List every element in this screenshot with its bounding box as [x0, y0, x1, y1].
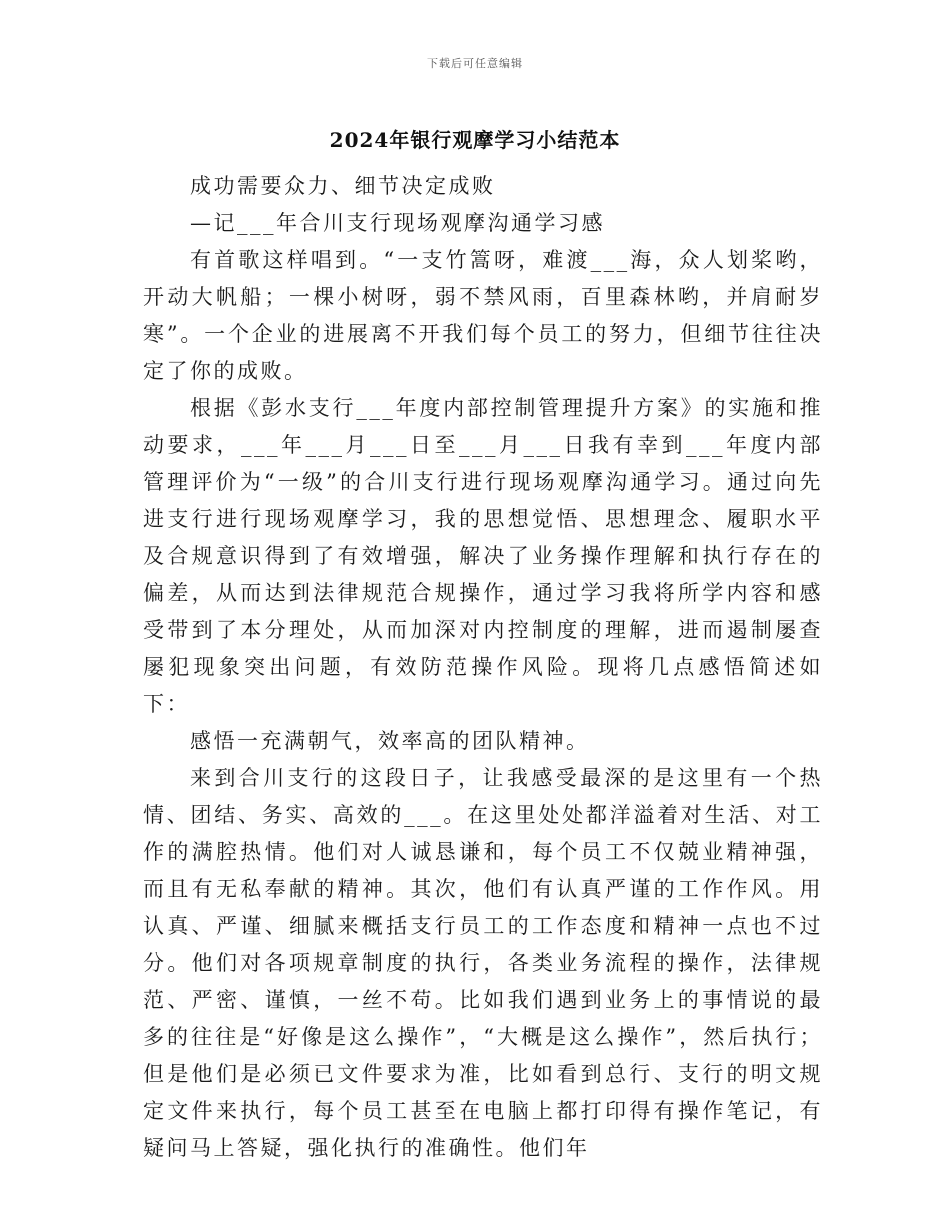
document-body [143, 168, 823, 1167]
header-note: 下载后可任意编辑 [427, 57, 523, 70]
document-title: 2024年银行观摩学习小结范本 [329, 128, 621, 152]
paragraph: 有首歌这样唱到。“一支竹篙呀，难渡___海，众人划桨哟，开动大帆船；一棵小树呀，弱不禁风雨，百里森林哟，并肩耐岁寒”。一个企业的进展离不开我们每个员工的努力，但细节往往决定了你的成败。 [143, 248, 823, 383]
paragraph: —记___年合川支行现场观摩沟通学习感 [190, 211, 605, 235]
paragraph: 感悟一充满朝气，效率高的团队精神。 [190, 729, 590, 753]
paragraph: 成功需要众力、细节决定成败 [190, 174, 496, 198]
paragraph: 根据《彭水支行___年度内部控制管理提升方案》的实施和推动要求，___年___月___日至___月___日我有幸到___年度内部管理评价为“一级”的合川支行进行现场观摩沟通学习。通过向先进支行进行现场观摩学习，我的思想觉悟、思想理念、履职水平及合规意识得到了有效增强，解决了业务操作理解和执行存在的偏差，从而达到法律规范合规操作，通过学习我将所学内容和感受带到了本分理处，从而加深对内控制度的理解，进而遏制屡查屡犯现象突出问题，有效防范操作风险。现将几点感悟简述如下： [143, 396, 823, 716]
paragraph: 来到合川支行的这段日子，让我感受最深的是这里有一个热情、团结、务实、高效的___。在这里处处都洋溢着对生活、对工作的满腔热情。他们对人诚恳谦和，每个员工不仅兢业精神强，而且有无私奉献的精神。其次，他们有认真严谨的工作作风。用认真、严谨、细腻来概括支行员工的工作态度和精神一点也不过分。他们对各项规章制度的执行，各类业务流程的操作，法律规范、严密、谨慎，一丝不苟。比如我们遇到业务上的事情说的最多的往往是“好像是这么操作”，“大概是这么操作”，然后执行；但是他们是必须已文件要求为准，比如看到总行、支行的明文规定文件来执行，每个员工甚至在电脑上都打印得有操作笔记，有疑问马上答疑，强化执行的准确性。他们年 [143, 766, 823, 1160]
